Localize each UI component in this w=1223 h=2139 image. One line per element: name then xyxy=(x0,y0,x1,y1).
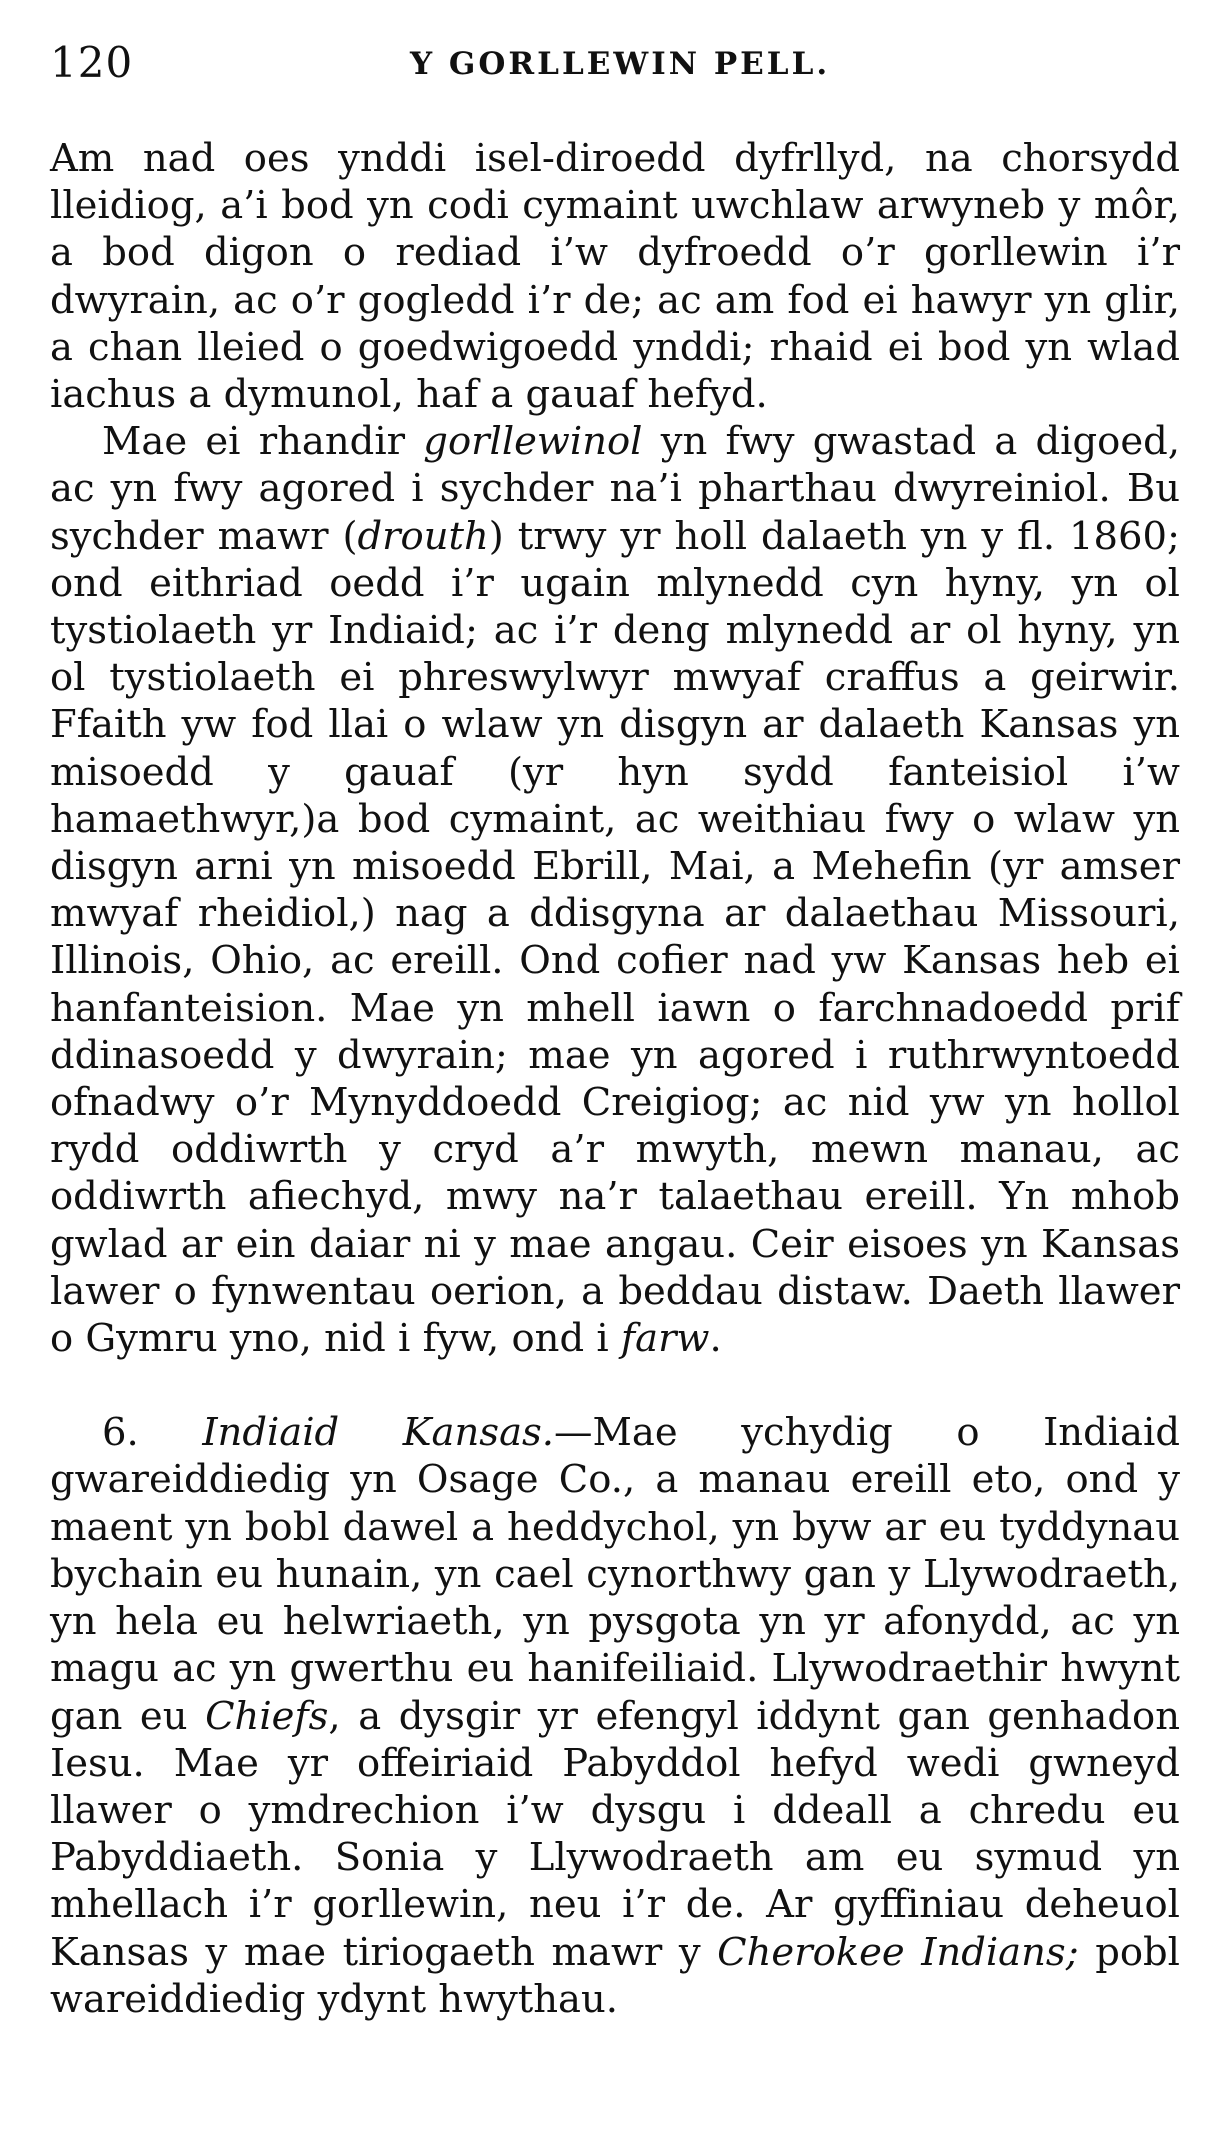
em-dash: — xyxy=(554,1410,593,1456)
section-heading: Indiaid Kansas. xyxy=(202,1410,555,1456)
paragraph-text: Am nad oes ynddi isel-diroedd dyfrllyd, na chorsydd lleidiog, a’i bod yn codi cymaint uwchlaw arwyneb y môr, a bod digon o rediad i’w dyfroedd o’r gorllewin i’r dwyrain, ac o’r gogledd i’r de; ac am fod ei hawyr yn glir, a chan lleied o goedwigoedd ynddi; rhaid ei bod yn wlad iachus a dymunol, haf a gauaf hefyd. xyxy=(50,136,1180,418)
body-text xyxy=(50,135,1180,2023)
running-head: Y GORLLEWIN PELL. xyxy=(410,46,831,82)
italic-term: gorllewinol xyxy=(423,419,643,465)
section-indiaid-kansas xyxy=(50,1409,1180,2023)
text-run: . xyxy=(709,1316,722,1362)
text-run: Mae ei rhandir xyxy=(102,419,424,465)
paragraph-climate xyxy=(50,418,1180,1362)
page-header xyxy=(50,38,1180,88)
text-run: , a dysgir yr efengyl iddynt gan genhadon Iesu. Mae yr offeiriaid Pabyddol hefyd wedi gwneyd llawer o ymdrechion i’w dysgu i ddeall a chredu eu Pabyddiaeth. Sonia y Llywodraeth am eu symud yn mhellach i’r gorllewin, neu i’r de. Ar gyffiniau deheuol Kansas y mae tiriogaeth mawr y xyxy=(50,1693,1180,1975)
text-run: pobl wareiddiedig ydynt hwythau. xyxy=(50,1929,1180,2022)
italic-term: farw xyxy=(620,1316,710,1362)
text-run: Mae ychydig o Indiaid gwareiddiedig yn Osage Co., a manau ereill eto, ond y maent yn bobl dawel a heddychol, yn byw ar eu tyddynau bychain eu hunain, yn cael cynorthwy gan y Llywodraeth, yn hela eu helwriaeth, yn pysgota yn yr afonydd, ac yn magu ac yn gwerthu eu hanifeiliaid. Llywodraethir hwynt gan eu xyxy=(50,1410,1180,1739)
italic-term: Cherokee Indians; xyxy=(717,1929,1079,1975)
section-number: 6. xyxy=(102,1410,203,1456)
text-run: ) trwy yr holl dalaeth yn y fl. 1860; ond eithriad oedd i’r ugain mlynedd cyn hyny, yn ol tystiolaeth yr Indiaid; ac i’r deng mlynedd ar ol hyny, yn ol tystiolaeth ei phreswylwyr mwyaf craffus a geirwir. Ffaith yw fod llai o wlaw yn disgyn ar dalaeth Kansas yn misoedd y gauaf (yr hyn sydd fanteisiol i’w hamaethwyr,)a bod cymaint, ac weithiau fwy o wlaw yn disgyn arni yn misoedd Ebrill, Mai, a Mehefin (yr amser mwyaf rheidiol,) nag a ddisgyna ar dalaethau Missouri, Illinois, Ohio, ac ereill. Ond cofier nad yw Kansas heb ei hanfanteision. Mae yn mhell iawn o farchnadoedd prif ddinasoedd y dwyrain; mae yn agored i ruthrwyntoedd ofnadwy o’r Mynyddoedd Creigiog; ac nid yw yn hollol rydd oddiwrth y cryd a’r mwyth, mewn manau, ac oddiwrth afiechyd, mwy na’r talaethau ereill. Yn mhob gwlad ar ein daiar ni y mae angau. Ceir eisoes yn Kansas lawer o fynwentau oerion, a beddau distaw. Daeth llawer o Gymru yno, nid i fyw, ond i xyxy=(50,513,1180,1362)
page-number: 120 xyxy=(50,38,134,87)
italic-term: drouth xyxy=(357,513,489,559)
italic-term: Chiefs xyxy=(205,1693,329,1739)
text-run: yn fwy gwastad a digoed, ac yn fwy agored i sychder na’i pharthau dwyreiniol. Bu sychder mawr ( xyxy=(50,419,1180,559)
paragraph-health xyxy=(50,135,1180,418)
